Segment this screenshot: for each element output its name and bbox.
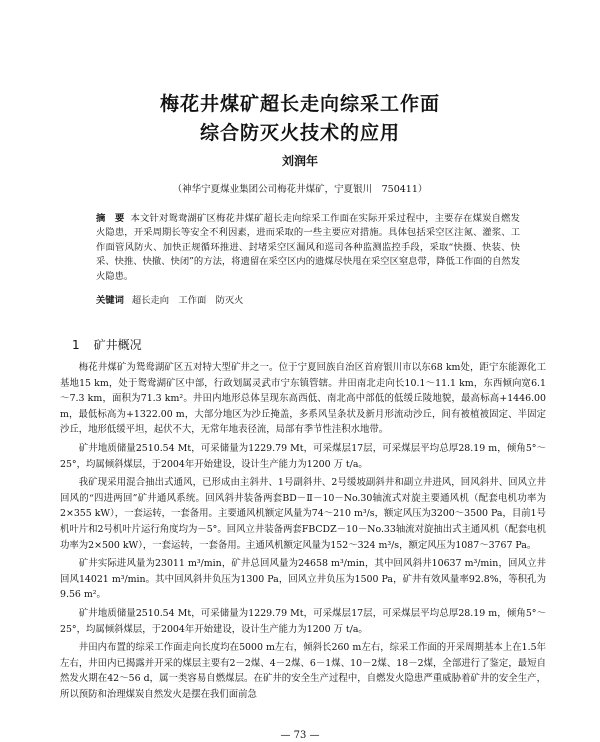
abstract-text: 本文针对鸳鸯湖矿区梅花井煤矿超长走向综采工作面在实际开采过程中，主要存在煤炭自燃发火隐患，开采周期长等安全不利因素，进而采取的一些主要应对措施。具体包括采空区注氮、灌浆、工作面管风防火、加快正规循环推进、封堵采空区漏风和巡司各种监测监控手段，采取“快摄、快装、快采、快推、快撤、快闭”的方法，将遗留在采空区内的遗煤尽快甩在采空区窒息带，降低工作面的自然发火隐患。 — [96, 213, 520, 282]
author: 刘润年 — [281, 154, 318, 168]
section-number: 1 — [72, 338, 80, 352]
keywords-label: 关键词 — [96, 295, 124, 306]
title-line-1: 梅花井煤矿超长走向综采工作面 — [159, 93, 440, 115]
paragraph: 我矿现采用混合抽出式通风，已形成由主斜井、1号副斜井、2号缓坡副斜井和副立井进风，回风斜井、回风立井回风的“四进两回”矿井通风系统。回风斜井装备两套BD－Ⅱ－10－No.30轴流式对旋主要通风机（配套电机功率为2×355 kW），一套运转，一套备用。主要通风机额定风量为74～210 m³/s，额定风压为3200～3500 Pa，目前1号机叶片和2号机叶片运行角度均为－5°。回风立井装备两套FBCDZ－10－No.33轴流对旋抽出式主通风机（配套电机功率为2×500 kW），一套运转，一套备用。主通风机额定风量为152～324 m³/s，额定风压为1087～3767 Pa。 — [60, 477, 546, 551]
abstract-label: 摘 要 — [96, 213, 125, 224]
title-line-2: 综合防灭火技术的应用 — [199, 122, 400, 144]
keywords-text: 超长走向 工作面 防灭火 — [131, 295, 244, 306]
affiliation: （神华宁夏煤业集团公司梅花井煤矿，宁夏银川 750411） — [172, 184, 428, 195]
paragraph: 矿井地质储量2510.54 Mt，可采储量为1229.79 Mt，可采煤层17层，可采煤层平均总厚28.19 m，倾角5°～25°，均属倾斜煤层，于2004年开始建设，设计生产能力为1200 万 t/a。 — [60, 607, 546, 635]
paragraph: 矿井地质储量2510.54 Mt，可采储量为1229.79 Mt，可采煤层17层，可采煤层平均总厚28.19 m，倾角5°～25°，均属倾斜煤层，于2004年开始建设，设计生产能力为1200 万 t/a。 — [60, 442, 546, 470]
section-heading — [72, 336, 142, 353]
body-text — [60, 360, 546, 705]
section-title: 矿井概况 — [93, 338, 142, 352]
paragraph: 矿井实际进风量为23011 m³/min，矿井总回风量为24658 m³/min，其中回风斜井10637 m³/min，回风立井回风14021 m³/min。其中回风斜井负压为1300 Pa，回风立井负压为1500 Pa，矿井有效风量率92.8%，等积孔为9.56 m²。 — [60, 558, 546, 601]
abstract — [96, 212, 520, 284]
paragraph: 梅花井煤矿为鸳鸯湖矿区五对特大型矿井之一。位于宁夏回族自治区首府银川市以东68 km处，距宁东能源化工基地15 km，处于鸳鸯湖矿区中部，行政划属灵武市宁东镇管辖。井田南北走向长10.1～11.1 km，东西倾向宽6.1～7.3 km，面积为71.3 km²。井田内地形总体呈现东高西低、南北高中部低的低缓丘陵地貌，最高标高+1446.00 m，最低标高为+1322.00 m，大部分地区为沙丘掩盖，多系风呈条状及新月形流动沙丘，间有被植被固定、半固定沙丘，地形低缓平坦，起伏不大，无常年地表径流，局部有季节性洼积水地带。 — [60, 362, 546, 436]
paragraph: 井田内布置的综采工作面走向长度均在5000 m左右，倾斜长260 m左右，综采工作面的开采周期基本上在1.5年左右，井田内已揭露并开采的煤层主要有2－2煤、4－2煤、6－1煤、10－2煤、18－2煤，全部进行了鉴定，最短自然发火期在42～56 d，属一类容易自燃煤层。在矿井的安全生产过程中，自燃发火隐患严重威胁着矿井的安全生产，所以预防和治理煤炭自然发火是摆在我们面前急 — [60, 642, 546, 700]
page-number: — 73 — — [280, 730, 320, 741]
keywords — [96, 292, 520, 306]
